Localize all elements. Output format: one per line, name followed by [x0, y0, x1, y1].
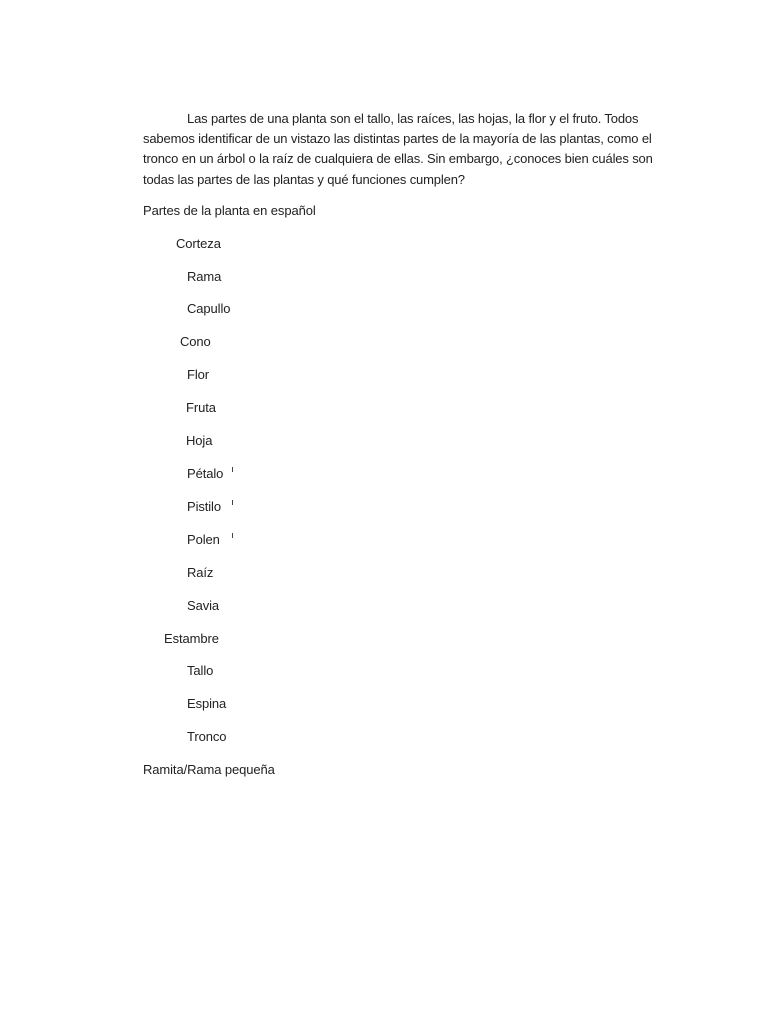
list-item-tronco: Tronco [187, 729, 227, 744]
list-item-espina: Espina [187, 696, 227, 711]
tick-mark [232, 467, 233, 472]
list-item-estambre: Estambre [164, 631, 219, 646]
list-item-cono: Cono [180, 334, 211, 349]
list-item-tallo: Tallo [187, 663, 214, 678]
list-item-ramita: Ramita/Rama pequeña [143, 762, 275, 777]
list-item-capullo: Capullo [187, 301, 231, 316]
list-item-pistilo: Pistilo [187, 499, 221, 514]
list-item-fruta: Fruta [186, 400, 216, 415]
list-item-savia: Savia [187, 598, 220, 613]
list-item-hoja: Hoja [186, 433, 213, 448]
section-heading: Partes de la planta en español [143, 203, 316, 218]
list-item-rama: Rama [187, 269, 222, 284]
list-item-raiz: Raíz [187, 565, 214, 580]
tick-mark [232, 533, 233, 538]
tick-mark [232, 500, 233, 505]
list-item-petalo: Pétalo [187, 466, 224, 481]
intro-paragraph: Las partes de una planta son el tallo, las raíces, las hojas, la flor y el fruto. Todos sabemos identificar de un vistazo las distintas partes de la mayoría de las plantas, como el tronco en un árbol o la raíz de cualquiera de ellas. Sin embargo, ¿conoces bien cuáles son todas las partes de las plantas y qué funciones cumplen? [143, 111, 653, 187]
list-item-flor: Flor [187, 367, 209, 382]
list-item-polen: Polen [187, 532, 220, 547]
list-item-corteza: Corteza [176, 236, 221, 251]
